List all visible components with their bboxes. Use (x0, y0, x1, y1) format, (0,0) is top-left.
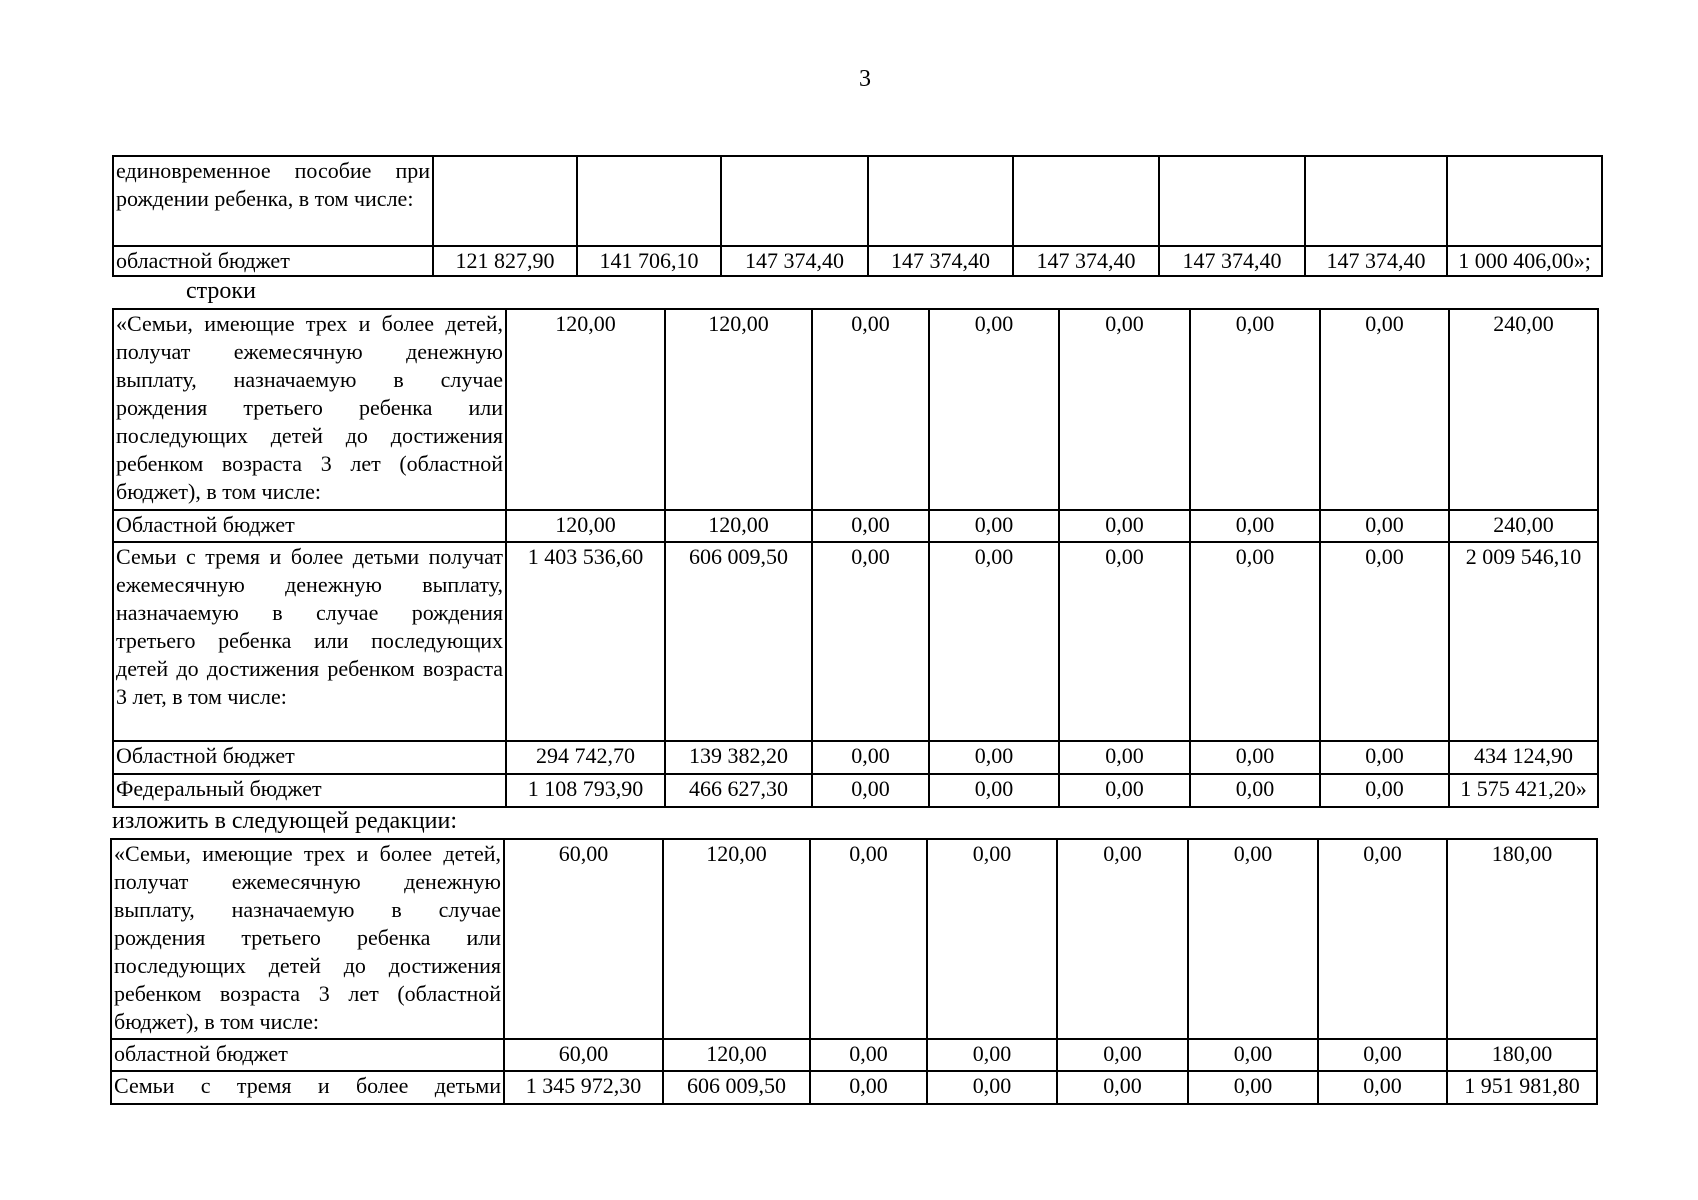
value-cell: 0,00 (1190, 542, 1320, 741)
value-cell: 60,00 (504, 839, 663, 1039)
value-cell: 240,00 (1449, 510, 1598, 542)
value-cell: 139 382,20 (665, 741, 812, 774)
value-cell: 120,00 (663, 1039, 810, 1071)
value-cell: 0,00 (1318, 839, 1447, 1039)
row-label: Областной бюджет (113, 741, 506, 774)
value-cell (721, 156, 868, 246)
caption-strings: строки (186, 278, 256, 304)
value-cell: 0,00 (1190, 774, 1320, 807)
value-cell: 0,00 (1059, 542, 1190, 741)
caption-new-edition: изложить в следующей редакции: (112, 808, 458, 834)
table-row (113, 542, 1598, 741)
value-cell: 147 374,40 (1305, 246, 1447, 276)
value-cell: 60,00 (504, 1039, 663, 1071)
value-cell: 0,00 (1320, 741, 1449, 774)
value-cell (868, 156, 1013, 246)
value-cell: 0,00 (1188, 839, 1318, 1039)
value-cell (1159, 156, 1305, 246)
value-cell (433, 156, 577, 246)
value-cell: 0,00 (927, 1039, 1057, 1071)
value-cell: 0,00 (927, 839, 1057, 1039)
value-cell: 147 374,40 (868, 246, 1013, 276)
value-cell: 0,00 (812, 774, 929, 807)
table-row (111, 839, 1597, 1039)
value-cell (1305, 156, 1447, 246)
value-cell: 1 575 421,20» (1449, 774, 1598, 807)
value-cell: 147 374,40 (1013, 246, 1159, 276)
value-cell: 606 009,50 (665, 542, 812, 741)
value-cell: 0,00 (1190, 510, 1320, 542)
table-benefit-birth (112, 155, 1603, 277)
value-cell: 180,00 (1447, 839, 1597, 1039)
row-label: областной бюджет (111, 1039, 504, 1071)
value-cell: 0,00 (1190, 741, 1320, 774)
value-cell: 0,00 (1057, 1039, 1188, 1071)
value-cell: 0,00 (929, 542, 1059, 741)
value-cell (1447, 156, 1602, 246)
value-cell: 606 009,50 (663, 1071, 810, 1104)
value-cell: 0,00 (812, 741, 929, 774)
row-label: «Семьи, имеющие трех и более детей, получат ежемесячную денежную выплату, назначаемую в случае рождения третьего ребенка или последующих детей до достижения ребенком возраста 3 лет (областной бюджет), в том числе: (113, 309, 506, 510)
row-label: Семьи с тремя и более детьми (111, 1071, 504, 1104)
value-cell: 0,00 (1188, 1039, 1318, 1071)
value-cell: 147 374,40 (721, 246, 868, 276)
row-label: Семьи с тремя и более детьми получат ежемесячную денежную выплату, назначаемую в случае рождения третьего ребенка или последующих детей до достижения ребенком возраста 3 лет, в том числе: (113, 542, 506, 741)
value-cell: 0,00 (1059, 510, 1190, 542)
value-cell: 434 124,90 (1449, 741, 1598, 774)
value-cell: 0,00 (810, 1039, 927, 1071)
value-cell: 240,00 (1449, 309, 1598, 510)
table-new-rows (110, 838, 1598, 1105)
value-cell: 0,00 (929, 309, 1059, 510)
row-label: «Семьи, имеющие трех и более детей, получат ежемесячную денежную выплату, назначаемую в случае рождения третьего ребенка или последующих детей до достижения ребенком возраста 3 лет (областной бюджет), в том числе: (111, 839, 504, 1039)
value-cell: 0,00 (1059, 309, 1190, 510)
value-cell (577, 156, 721, 246)
value-cell: 0,00 (1057, 839, 1188, 1039)
value-cell: 120,00 (663, 839, 810, 1039)
value-cell: 0,00 (1059, 741, 1190, 774)
value-cell (1013, 156, 1159, 246)
value-cell: 141 706,10 (577, 246, 721, 276)
page-number: 3 (859, 66, 871, 92)
value-cell: 0,00 (1320, 774, 1449, 807)
row-label: областной бюджет (113, 246, 433, 276)
table-row (113, 774, 1598, 807)
value-cell: 0,00 (929, 741, 1059, 774)
value-cell: 0,00 (1188, 1071, 1318, 1104)
value-cell: 120,00 (665, 309, 812, 510)
table-row (113, 246, 1602, 276)
value-cell: 0,00 (812, 542, 929, 741)
value-cell: 0,00 (927, 1071, 1057, 1104)
table-row (111, 1071, 1597, 1104)
table-row (111, 1039, 1597, 1071)
value-cell: 1 345 972,30 (504, 1071, 663, 1104)
value-cell: 147 374,40 (1159, 246, 1305, 276)
value-cell: 1 403 536,60 (506, 542, 665, 741)
value-cell: 2 009 546,10 (1449, 542, 1598, 741)
value-cell: 0,00 (1057, 1071, 1188, 1104)
value-cell: 120,00 (506, 309, 665, 510)
value-cell: 180,00 (1447, 1039, 1597, 1071)
value-cell: 1 108 793,90 (506, 774, 665, 807)
value-cell: 0,00 (1190, 309, 1320, 510)
value-cell: 120,00 (665, 510, 812, 542)
row-label: Федеральный бюджет (113, 774, 506, 807)
value-cell: 0,00 (1320, 542, 1449, 741)
value-cell: 0,00 (929, 510, 1059, 542)
value-cell: 0,00 (812, 510, 929, 542)
value-cell: 466 627,30 (665, 774, 812, 807)
table-row (113, 741, 1598, 774)
value-cell: 121 827,90 (433, 246, 577, 276)
value-cell: 294 742,70 (506, 741, 665, 774)
row-label: единовременное пособие при рождении ребенка, в том числе: (113, 156, 433, 246)
table-row (113, 309, 1598, 510)
value-cell: 1 951 981,80 (1447, 1071, 1597, 1104)
value-cell: 1 000 406,00»; (1447, 246, 1602, 276)
value-cell: 0,00 (929, 774, 1059, 807)
value-cell: 120,00 (506, 510, 665, 542)
table-old-rows (112, 308, 1599, 808)
value-cell: 0,00 (1320, 510, 1449, 542)
value-cell: 0,00 (1059, 774, 1190, 807)
table-row (113, 156, 1602, 246)
value-cell: 0,00 (810, 839, 927, 1039)
value-cell: 0,00 (1320, 309, 1449, 510)
value-cell: 0,00 (812, 309, 929, 510)
value-cell: 0,00 (1318, 1039, 1447, 1071)
row-label: Областной бюджет (113, 510, 506, 542)
value-cell: 0,00 (1318, 1071, 1447, 1104)
table-row (113, 510, 1598, 542)
value-cell: 0,00 (810, 1071, 927, 1104)
